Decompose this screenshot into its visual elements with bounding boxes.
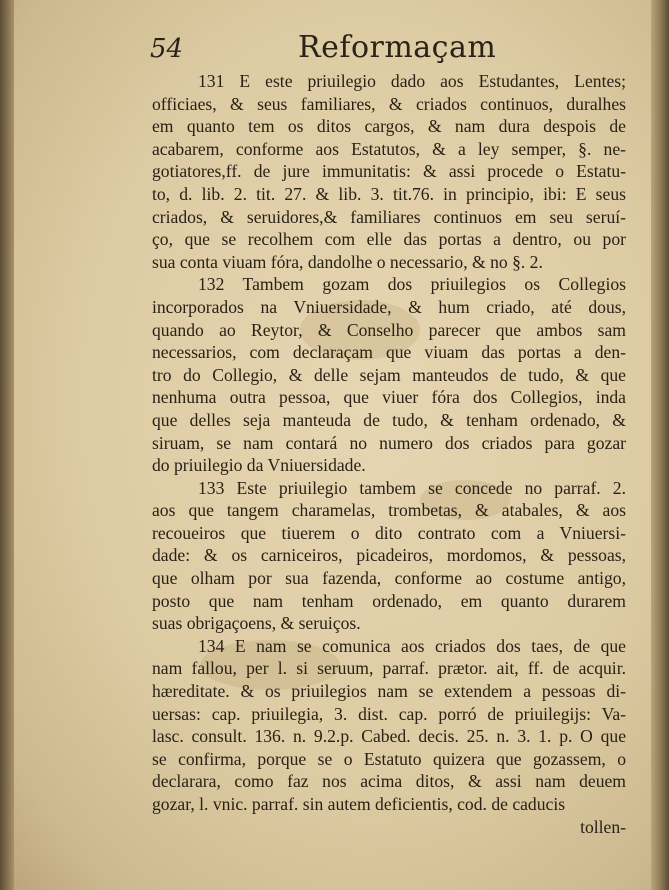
text-line: tro do Collegio, & delle sejam manteudos de tudo, & que [152,364,626,385]
text-line: hæreditate. & os priuilegios nam se extendem a pessoas di- [152,681,626,702]
text-line: posto que nam tenham ordenado, em quanto durarem [152,590,626,611]
page-header [150,30,630,70]
text-line: do priuilegio da Vniuersidade. [152,455,366,476]
text-line: officiaes, & seus familiares, & criados continuos, duralhes [152,93,626,114]
paragraph [152,273,626,476]
text-line: incorporados na Vniuersidade, & hum criado, até dous, [152,296,626,317]
text-line: nenhuma outra pessoa, que viuer fóra dos Collegios, inda [152,387,626,408]
text-line: se confirma, porque se o Estatuto quizera que gozassem, o [152,748,626,769]
text-line: sua conta viuam fóra, dandolhe o necessario, & no §. 2. [152,251,543,272]
paragraph [152,70,626,273]
text-line: gozar, l. vnic. parraf. sin autem deficientis, cod. de caducis [152,794,566,814]
text-line: 132 Tambem gozam dos priuilegios os Collegios [198,274,626,295]
text-line: quando ao Reytor, & Conselho parecer que ambos sam [152,319,626,340]
text-line: ço, que se recolhem com elle das portas a dentro, ou por [152,229,626,250]
text-line: gotiatores,ff. de jure immunitatis: & assi procede o Estatu- [152,161,626,182]
text-line: recoueiros que tiuerem o dito contrato com a Vniuersi- [152,522,626,543]
text-line: to, d. lib. 2. tit. 27. & lib. 3. tit.76. in principio, ibi: E seus [152,183,626,204]
text-line: em quanto tem os ditos cargos, & nam dura despois de [152,116,626,137]
text-line: acabarem, conforme aos Estatutos, & a ley semper, §. ne- [152,138,626,159]
catchword: tollen- [580,816,626,837]
text-line: suas obrigaçoens, & seruiços. [152,613,361,634]
text-line: lasc. consult. 136. n. 9.2.p. Cabed. decis. 25. n. 3. 1. p. O que [152,726,626,747]
running-title: Reformaçam [298,30,497,65]
text-line: siruam, se nam contará no numero dos criados para gozar [152,432,626,453]
text-line: dade: & os carniceiros, picadeiros, mordomos, & pessoas, [152,545,626,566]
text-line: necessarios, com declaraçam que viuam das portas a den- [152,342,626,363]
body-text [152,70,626,838]
page-gutter [0,0,14,890]
paragraph [152,635,626,816]
text-line: criados, & seruidores,& familiares continuos em seu seruí- [152,206,626,227]
text-line: 133 Este priuilegio tambem se concede no parraf. 2. [198,477,626,498]
text-line: aos que tangem charamelas, trombetas, & atabales, & aos [152,500,626,521]
page-edge-shadow [651,0,669,890]
text-line: declarara, como faz nos acima ditos, & assi nam deuem [152,771,626,792]
text-line: uersas: cap. priuilegia, 3. dist. cap. porró de priuilegijs: Va- [152,703,626,724]
text-line: que delles seja manteuda de tudo, & tenham ordenado, & [152,409,626,430]
page-number: 54 [150,34,184,64]
text-line: que olham por sua fazenda, conforme ao costume antigo, [152,568,626,589]
paragraph [152,477,626,635]
text-line: nam fallou, per l. si seruum, parraf. prætor. ait, ff. de acquir. [152,658,626,679]
text-line: 134 E nam se comunica aos criados dos taes, de que [198,635,626,656]
text-line: 131 E este priuilegio dado aos Estudantes, Lentes; [198,71,626,91]
